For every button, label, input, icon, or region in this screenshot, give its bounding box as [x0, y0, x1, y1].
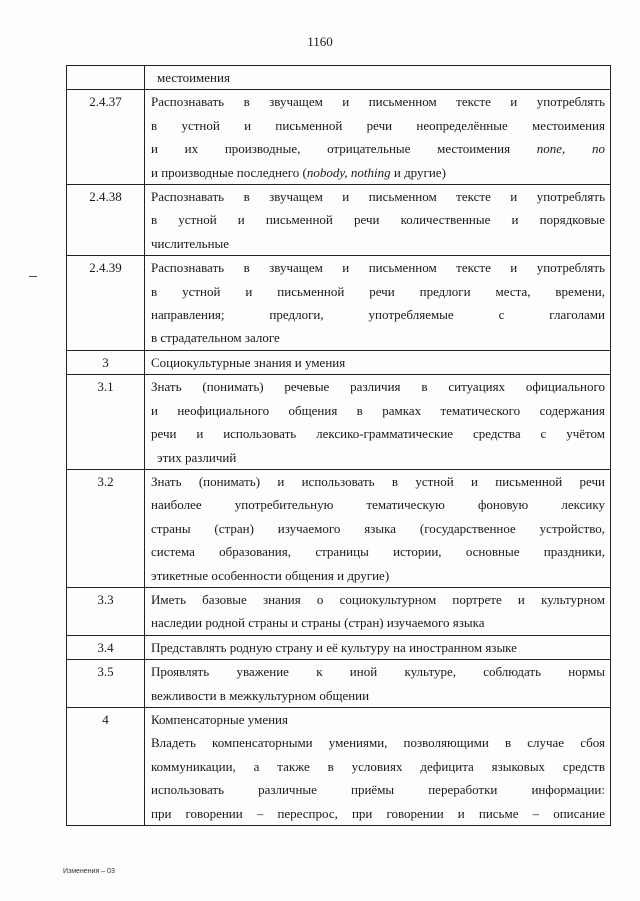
text-line: Компенсаторные умения: [151, 711, 288, 727]
margin-mark: [29, 276, 37, 277]
table-row: [67, 90, 611, 185]
row-number: 4: [67, 707, 145, 825]
text-line: Распознавать в звучащем и письменном тексте и употреблять: [151, 260, 605, 276]
row-number: 3: [67, 350, 145, 374]
text-line: Распознавать в звучащем и письменном тексте и употреблять: [151, 94, 605, 110]
row-text: [145, 635, 611, 659]
text-line: направления; предлоги, употребляемые с глаголами: [151, 307, 605, 323]
row-text: [145, 375, 611, 470]
text-line: Владеть компенсаторными умениями, позволяющими в случае сбоя: [151, 735, 605, 751]
row-text: [145, 185, 611, 256]
row-text: [145, 90, 611, 185]
content-table: [66, 65, 611, 826]
text-line: система образования, страницы истории, основные праздники,: [151, 544, 605, 560]
table-row: [67, 707, 611, 825]
text-line: страны (стран) изучаемого языка (государственное устройство,: [151, 520, 605, 536]
text-line: местоимения: [157, 70, 230, 85]
text-line: в страдательном залоге: [151, 330, 280, 346]
row-text: [145, 660, 611, 708]
text-line: Представлять родную страну и её культуру на иностранном языке: [151, 639, 517, 655]
text-line: Проявлять уважение к иной культуре, соблюдать нормы: [151, 664, 605, 680]
text-line: этикетные особенности общения и другие): [151, 567, 390, 583]
row-number: 3.5: [67, 660, 145, 708]
row-number: 3.3: [67, 587, 145, 635]
table-row: [67, 256, 611, 351]
row-text: [145, 469, 611, 587]
text-line: Социокультурные знания и умения: [151, 354, 346, 370]
row-number: 2.4.39: [67, 256, 145, 351]
row-text: [145, 350, 611, 374]
row-number: 2.4.37: [67, 90, 145, 185]
row-number: [67, 66, 145, 90]
text-line: наследии родной страны и страны (стран) изучаемого языка: [151, 615, 485, 631]
text-line: Знать (понимать) и использовать в устной и письменной речи: [151, 473, 605, 489]
table-row: [67, 375, 611, 470]
row-text: [145, 587, 611, 635]
table-row: [67, 66, 611, 90]
text-line: речи и использовать лексико-грамматические средства с учётом: [151, 426, 605, 442]
table-row: [67, 660, 611, 708]
row-number: 3.1: [67, 375, 145, 470]
text-line: вежливости в межкультурном общении: [151, 687, 370, 703]
page-number: 1160: [307, 34, 333, 49]
table-row: [67, 350, 611, 374]
table-row: [67, 635, 611, 659]
row-number: 3.4: [67, 635, 145, 659]
row-number: 3.2: [67, 469, 145, 587]
text-line: числительные: [151, 235, 230, 251]
text-line: и их производные, отрицательные местоимения none, no: [151, 141, 605, 157]
text-line: наиболее употребительную тематическую фоновую лексику: [151, 497, 605, 513]
row-text: [145, 256, 611, 351]
text-line: при говорении – переспрос, при говорении и письме – описание: [151, 805, 605, 821]
text-line: Знать (понимать) речевые различия в ситуациях официального: [151, 379, 605, 395]
text-line: и неофициального общения в рамках тематического содержания: [151, 402, 605, 418]
text-line: использовать различные приёмы переработки информации:: [151, 782, 605, 798]
table-row: [67, 587, 611, 635]
table-row: [67, 469, 611, 587]
text-line: этих различий: [157, 449, 237, 465]
row-text: [145, 66, 611, 90]
text-line: в устной и письменной речи неопределённые местоимения: [151, 117, 605, 133]
text-line: в устной и письменной речи количественные и порядковые: [151, 212, 605, 228]
row-text: [145, 707, 611, 825]
text-line: Иметь базовые знания о социокультурном портрете и культурном: [151, 591, 605, 607]
footer-revision: Изменения – 03: [63, 868, 115, 875]
row-number: 2.4.38: [67, 185, 145, 256]
table-row: [67, 185, 611, 256]
text-line: Распознавать в звучащем и письменном тексте и употреблять: [151, 189, 605, 205]
text-line: и производные последнего (nobody, nothing и другие): [151, 164, 446, 180]
text-line: в устной и письменной речи предлоги места, времени,: [151, 283, 605, 299]
text-line: коммуникации, а также в условиях дефицита языковых средств: [151, 758, 605, 774]
